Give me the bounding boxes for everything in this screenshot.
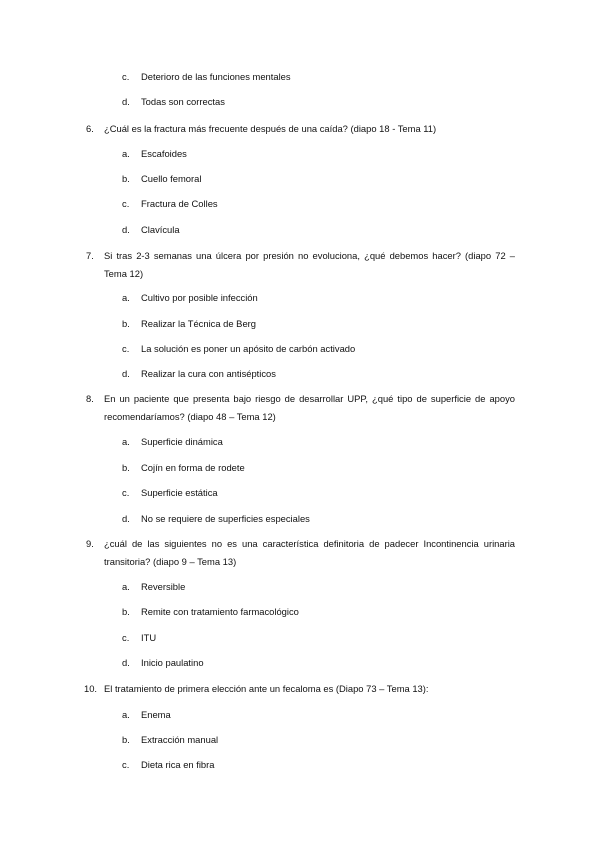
option-text: Cojín en forma de rodete (141, 462, 245, 473)
option-letter: a. (122, 148, 130, 159)
option-text: Remite con tratamiento farmacológico (141, 606, 299, 617)
option-letter: c. (122, 198, 130, 209)
option-text: Realizar la cura con antisépticos (141, 368, 276, 379)
option-text: Cultivo por posible infección (141, 292, 258, 303)
option-text: ITU (141, 632, 157, 643)
option-letter: a. (122, 292, 130, 303)
option-text: Clavícula (141, 224, 180, 235)
option-text: Cuello femoral (141, 173, 202, 184)
option-letter: d. (122, 224, 130, 235)
option-text: Reversible (141, 581, 186, 592)
option-letter: b. (122, 606, 130, 617)
option-letter: b. (122, 173, 130, 184)
option-letter: a. (122, 436, 130, 447)
question-number: 10. (84, 683, 98, 694)
option-letter: d. (122, 513, 130, 524)
question-text: ¿Cuál es la fractura más frecuente después de una caída? (diapo 18 - Tema 11) (104, 123, 437, 134)
option-text: Deterioro de las funciones mentales (141, 71, 291, 82)
option-text: Superficie estática (141, 487, 218, 498)
option-letter: a. (122, 709, 130, 720)
question-number: 8. (86, 393, 94, 404)
option-letter: c. (122, 487, 130, 498)
option-letter: d. (122, 368, 130, 379)
option-text: Todas son correctas (141, 96, 225, 107)
option-text: Superficie dinámica (141, 436, 223, 447)
option-letter: b. (122, 462, 130, 473)
option-text: Extracción manual (141, 734, 219, 745)
option-text: No se requiere de superficies especiales (141, 513, 310, 524)
option-text: Dieta rica en fibra (141, 759, 215, 770)
option-text: Enema (141, 709, 171, 720)
option-letter: d. (122, 96, 130, 107)
option-text: Fractura de Colles (141, 198, 218, 209)
question-number: 6. (86, 123, 94, 134)
option-text: Escafoides (141, 148, 187, 159)
question-text: ¿cuál de las siguientes no es una característica definitoria de padecer Incontinencia urinaria transitoria? (diapo 9 – Tema 13) (104, 538, 515, 567)
option-letter: b. (122, 734, 130, 745)
option-letter: c. (122, 632, 130, 643)
option-letter: a. (122, 581, 130, 592)
option-text: Inicio paulatino (141, 657, 204, 668)
option-letter: c. (122, 71, 130, 82)
question-number: 9. (86, 538, 94, 549)
option-letter: b. (122, 318, 130, 329)
question-number: 7. (86, 250, 94, 261)
option-text: Realizar la Técnica de Berg (141, 318, 256, 329)
question-text: Si tras 2-3 semanas una úlcera por presión no evoluciona, ¿qué debemos hacer? (diapo 72 – Tema 12) (104, 250, 515, 279)
option-letter: c. (122, 343, 130, 354)
question-text: El tratamiento de primera elección ante un fecaloma es (Diapo 73 – Tema 13): (104, 683, 429, 694)
option-letter: d. (122, 657, 130, 668)
option-text: La solución es poner un apósito de carbón activado (141, 343, 356, 354)
question-text: En un paciente que presenta bajo riesgo de desarrollar UPP, ¿qué tipo de superficie de apoyo recomendaríamos? (diapo 48 – Tema 12) (104, 393, 515, 422)
option-letter: c. (122, 759, 130, 770)
